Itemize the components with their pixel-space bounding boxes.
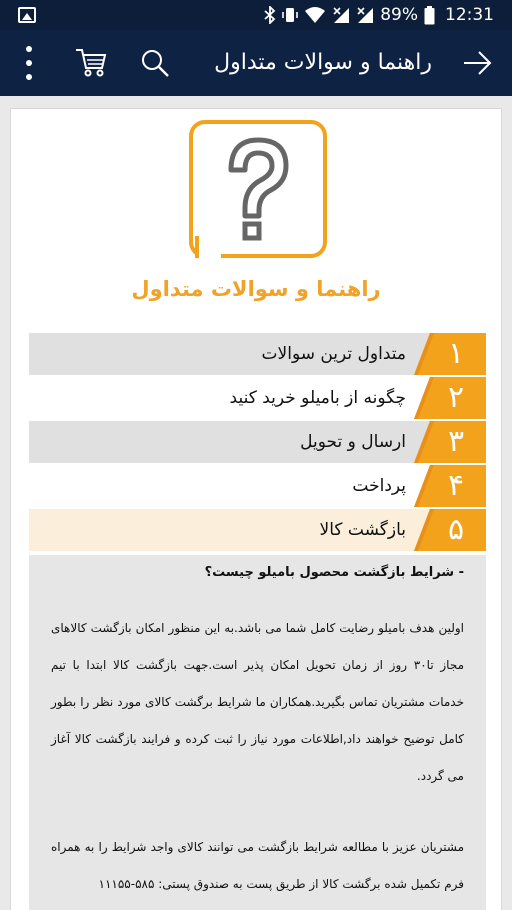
answer-paragraph-1: اولین هدف بامیلو رضایت کامل شما می باشد.به این منظور امکان بازگشت کالاهای مجاز تا۳۰ روز از زمان تحویل امکان پذیر است.جهت بازگشت کالا ابتدا با تیم خدمات مشتریان تماس بگیرید.همکاران ما شرایط برگشت کالای مورد نظر را بطور کامل توضیح خواهند داد,اطلاعات مورد نیاز را ثبت کرده و فرایند بازگشت کالا آغاز می گردد. <box>51 621 464 783</box>
faq-item-2[interactable] <box>29 377 486 421</box>
faq-label: ارسال و تحویل <box>300 432 406 452</box>
overflow-menu-icon[interactable] <box>22 46 36 80</box>
app-bar-title: راهنما و سوالات متداول <box>214 50 432 75</box>
faq-label: چگونه از بامیلو خرید کنید <box>229 388 406 408</box>
search-icon[interactable] <box>140 48 170 78</box>
faq-answer-panel <box>29 555 486 910</box>
help-logo <box>189 120 327 258</box>
back-arrow-icon[interactable] <box>462 50 492 76</box>
page-heading: راهنما و سوالات متداول <box>131 277 381 301</box>
faq-item-3[interactable] <box>29 421 486 465</box>
system-tray <box>264 0 494 30</box>
status-bar <box>0 0 512 30</box>
faq-number: ۲ <box>447 380 465 415</box>
image-notification-icon <box>18 7 36 23</box>
answer-question: - شرایط بازگشت محصول بامیلو چیست؟ <box>204 565 464 580</box>
battery-percent: 89% <box>380 5 418 25</box>
faq-number: ۴ <box>447 468 465 503</box>
clock: 12:31 <box>445 5 494 25</box>
faq-item-1[interactable] <box>29 333 486 377</box>
wifi-icon <box>304 6 326 24</box>
content-card <box>10 108 502 910</box>
faq-number: ۱ <box>447 336 465 371</box>
battery-icon <box>424 6 435 25</box>
faq-label: متداول ترین سوالات <box>261 344 406 364</box>
question-mark-icon <box>193 124 323 254</box>
faq-item-4[interactable] <box>29 465 486 509</box>
faq-label: بازگشت کالا <box>319 520 406 540</box>
faq-label: پرداخت <box>352 476 406 496</box>
faq-item-5[interactable] <box>29 509 486 553</box>
signal-x-icon <box>332 6 350 24</box>
answer-paragraph-2: مشتریان عزیز با مطالعه شرایط بازگشت می توانند کالای واجد شرایط را به همراه فرم تکمیل شده برگشت کالا از طریق پست به صندوق پستی: ۵۸۵-۱۱۱۵۵ <box>51 840 464 891</box>
vibrate-icon <box>282 6 298 24</box>
bluetooth-icon <box>264 6 276 24</box>
app-bar <box>0 30 512 96</box>
cart-icon[interactable] <box>74 46 108 78</box>
faq-number: ۵ <box>447 512 465 547</box>
faq-number: ۳ <box>447 424 465 459</box>
signal-x-icon-2 <box>356 6 374 24</box>
faq-list <box>29 333 486 553</box>
